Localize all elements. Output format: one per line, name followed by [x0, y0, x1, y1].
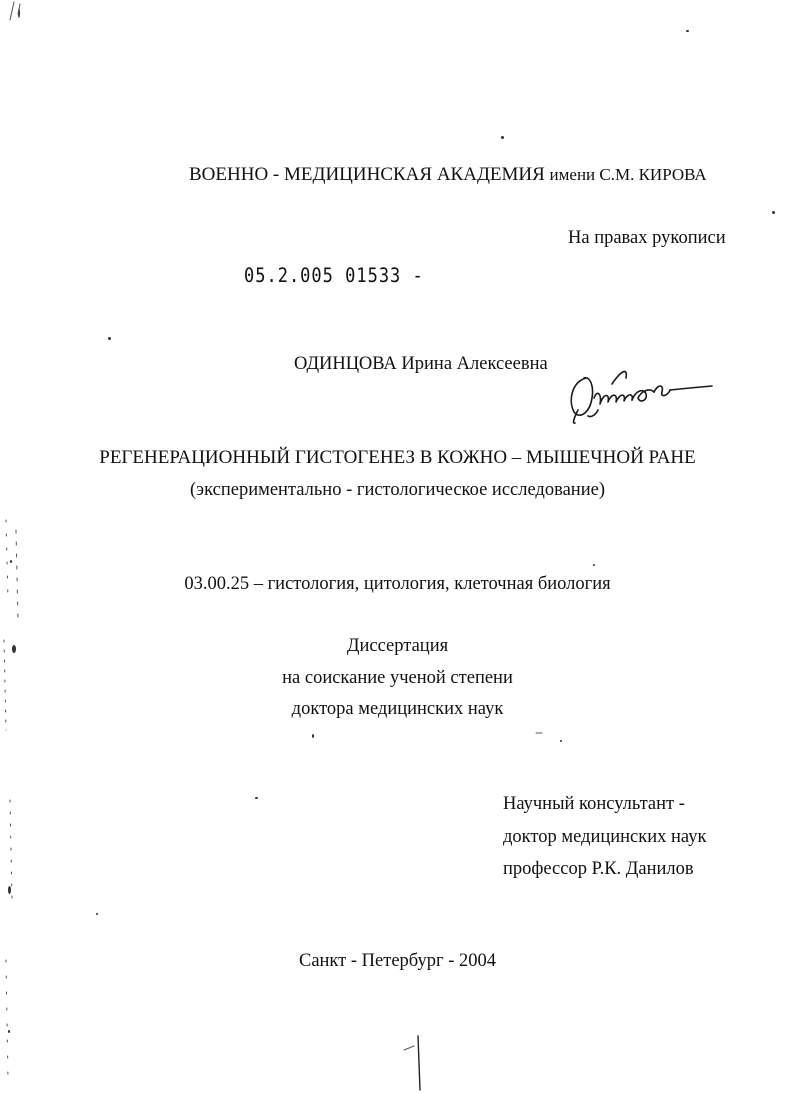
author-name: ОДИНЦОВА Ирина Алексеевна — [294, 354, 548, 374]
speck — [501, 136, 504, 139]
city-year: Санкт - Петербург - 2004 — [298, 951, 496, 971]
registration-stamp: 05.2.005 01533 - — [244, 264, 424, 288]
speck — [255, 797, 258, 799]
speck — [8, 886, 11, 894]
degree-line-1: Диссертация — [346, 636, 449, 656]
speck — [10, 560, 12, 563]
speck — [560, 740, 562, 742]
specialty-code: 03.00.25 – гистология, цитология, клеточная биология — [184, 574, 611, 594]
speck — [12, 645, 16, 653]
speck — [18, 8, 20, 18]
speck — [8, 1030, 10, 1033]
degree-line-3: доктора медицинских наук — [291, 699, 504, 719]
academy-name: ВОЕННО - МЕДИЦИНСКАЯ АКАДЕМИЯ — [189, 164, 545, 185]
manuscript-note: На правах рукописи — [568, 228, 726, 248]
degree-line-2: на соискание ученой степени — [282, 668, 513, 688]
thesis-subtitle: (экспериментально - гистологическое исследование) — [190, 480, 605, 500]
speck — [312, 734, 314, 738]
speck — [96, 913, 98, 915]
academy-header — [189, 165, 707, 184]
speck — [108, 337, 111, 340]
speck — [593, 564, 595, 566]
academy-suffix: имени С.М. КИРОВА — [549, 165, 707, 184]
consultant-line-3: профессор Р.К. Данилов — [503, 859, 694, 879]
consultant-line-1: Научный консультант - — [503, 794, 685, 814]
thesis-title: РЕГЕНЕРАЦИОННЫЙ ГИСТОГЕНЕЗ В КОЖНО – МЫШЕЧНОЙ РАНЕ — [99, 447, 696, 468]
speck — [772, 211, 775, 214]
speck — [686, 30, 689, 32]
consultant-line-2: доктор медицинских наук — [503, 827, 707, 847]
